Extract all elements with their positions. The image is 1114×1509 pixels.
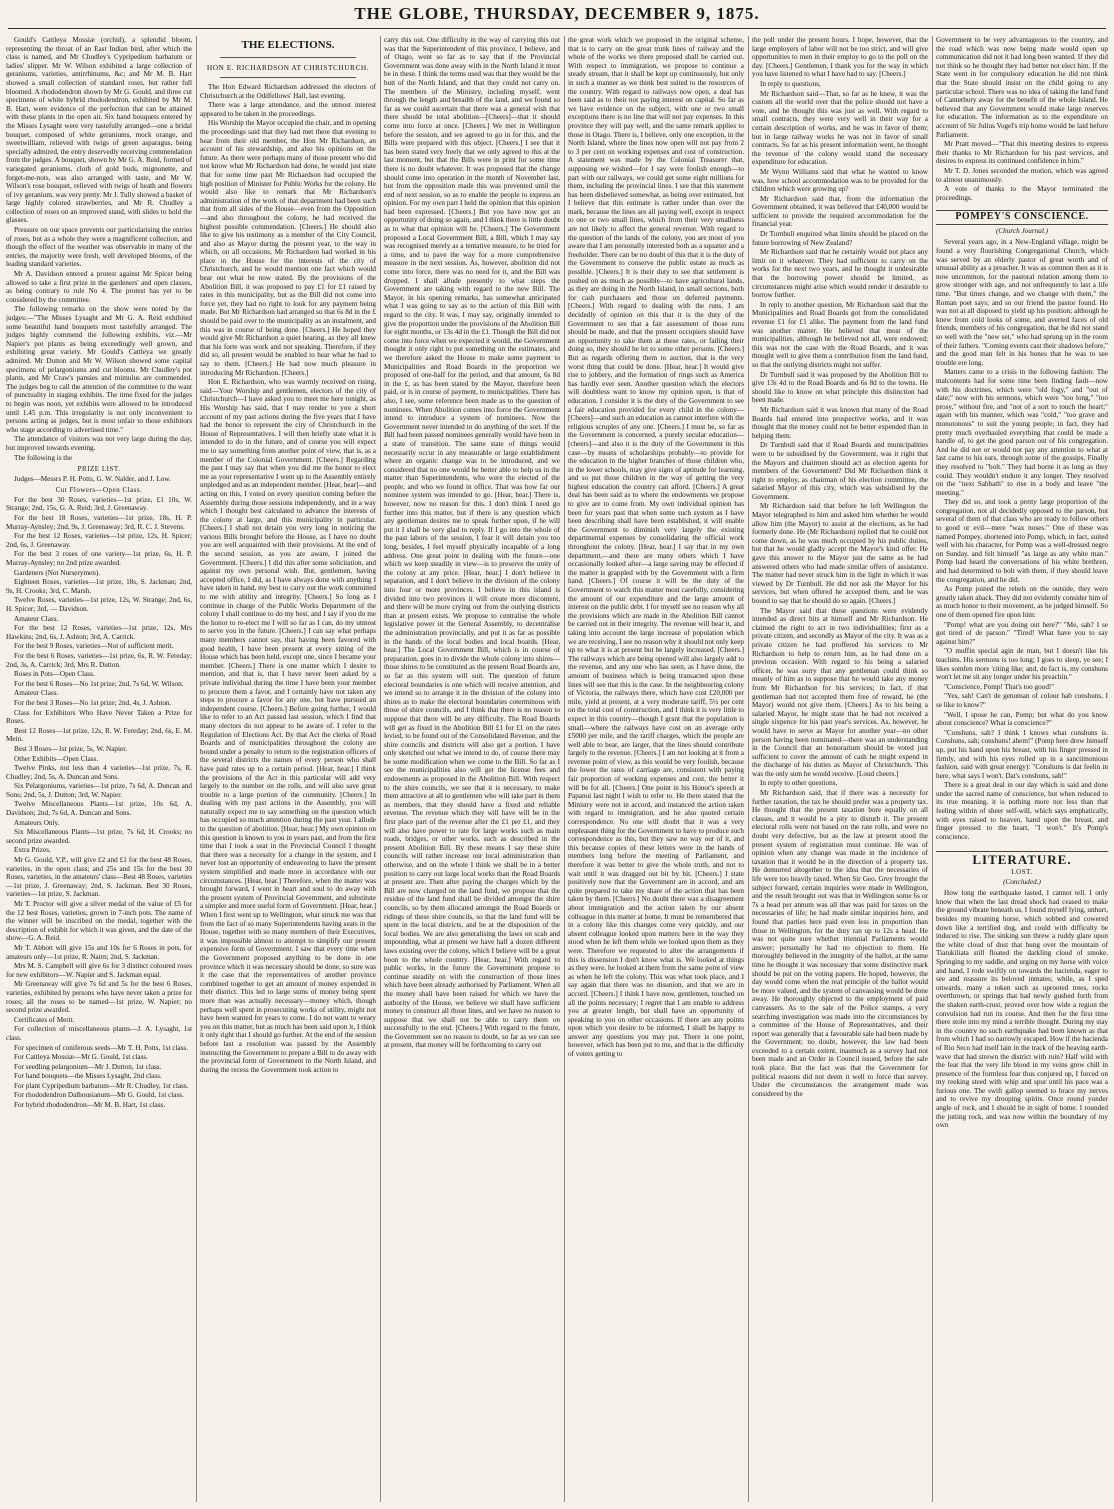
article-paragraph: "Conscience, Pomp! That's too good!" bbox=[944, 682, 1055, 691]
column-rule bbox=[564, 36, 565, 1502]
article-paragraph: The Hon Edward Richardson addressed the electors of Christchurch at the Oddfellows' Hall, last evening. bbox=[200, 83, 376, 100]
prize-item: Other Exhibits—Open Class. bbox=[14, 754, 99, 763]
prize-item: Six Pelargoniums, varieties—1st prize, 7s 6d, A. Duncan and Sons; 2nd, 5s, J. Dutton; 3rd, W. Napier. bbox=[6, 782, 192, 799]
article-paragraph: Dr Turnbull enquired what limits should be placed on the future borrowing of New Zealand? bbox=[752, 230, 928, 247]
column-rule bbox=[748, 36, 749, 1502]
article-paragraph: There is a great deal in our day which is said and done under the sacred name of conscience, but when reduced to its true meaning, it is nothing more nor less than that feeling within of sheer self-will, which says emphatically, with eyes raised to heaven, hand upon the breast, and finger pressed to the heart, "I won't." It's Pomp's conscience. bbox=[936, 781, 1108, 841]
article-paragraph: Dr Turnbull said that if Road Boards and municipalities were to be subsidised by the Government, was it right that the Mayors and chairmen should act as election agents for members of the Government? Did Mr Richardson think it right to employ, as chairman of his election committee, the salaried Mayor of this city, which was subsidised by the Government. bbox=[752, 441, 928, 501]
article-paragraph: Mr Richardson said it was known that many of the Road Boards had entered into prospective works, and it was thought that the money could not be better expended than in helping them. bbox=[752, 405, 928, 440]
column-rule bbox=[380, 36, 381, 1502]
article-paragraph: Several years ago, in a New-England village, might be found a very flourishing Congregational Church, which was served by an elderly pastor of great worth and of unusual ability as a preacher. It was as common then as it is now uncommon, for the pastoral relation among them to grow stronger with age, and not unfrequently to last a life time. "But times change, and we change with them," the Roman poet says; and so our friend the pastor found. He was not at all disposed to yield up his position; although he knew from cold looks of some, and averted faces of old friends, members of his congregation, that he did not stand so well with the "new set," who had sprung up in the room of their fathers. "Coming events cast their shadows before," and the good man felt in his bones that he was to see trouble ere long. bbox=[936, 238, 1108, 367]
article-paragraph: "Pomp! what are you doing out here?" "Me, sah? I se got tired of de parson." "Tired! What have you to say against him?" bbox=[936, 620, 1108, 646]
prize-item: For rhododendron Dalhousianum—Mr G. Gould, 1st class. bbox=[14, 1091, 184, 1100]
prize-item: For the best 30 Roses, varieties—1st prize, £1 10s, W. Strange; 2nd, 15s, G. A. Reid; 3rd, J. Greenaway. bbox=[6, 495, 192, 513]
prize-item: Mr T. Proctor will give a silver medal of the value of £5 for the 12 best Roses, varieties, grown in 7-inch pots. The name of the winner will be inscribed on the medal, together with the description of exhibit for which it was given, and the date of the show—G. A. Reid. bbox=[6, 900, 192, 943]
divider bbox=[220, 77, 356, 78]
prize-item: Six Miscellaneous Plants—1st prize, 7s 6d, H. Crooks; no second prize awarded. bbox=[6, 828, 192, 845]
article-paragraph: "Conshuns, sah? I think I knows what conshuns is. Conshuns, sah; conshuns! ahem!" (Pomp here drew himself up, put his hand upon his breast, with his finger pressed in firmly, and with his eyes rolled up in a sanctimonious fashion, said with great energy): "Conshuns is dat feelin in here, what says I won't. Dat's conshuns, sah!" bbox=[936, 728, 1108, 780]
article-paragraph: Mr A. Davidson entered a protest against Mr Spicer being allowed to take a first prize in the gardeners' and open classes, as being contrary to rule No 4. The protest has yet to be considered by the committee. bbox=[6, 270, 192, 304]
article-paragraph: Mr Wynn Williams said that what he wanted to know was, how school accommodation was to be provided for the children which were growing up? bbox=[752, 167, 928, 194]
article-paragraph: In reply to other questions, bbox=[760, 779, 838, 788]
prize-item: Extra Prizes. bbox=[14, 846, 51, 855]
article-paragraph: The Mayor said that these questions were evidently intended as direct hits at himself and Mr Richardson. He claimed the right to act in two individualities; first as a private citizen, and secondly as Mayor of the city. It was as a private citizen he had proffered his services to Mr Richardson to help to return him, as he had done on a previous occasion. With regard to his being a salaried officer, he was sorry that any gentleman could think so meanly of him as to suppose that he would take any money from Mr Richardson for his services; in fact, if that gentleman had not accepted them free of reward, he (the Mayor) would not give them. [Cheers.] As to his being a salaried Mayor, he might state that he had not received a single sixpence for his past year's services. As, however, he would have to serve as Mayor for another year—no other person having been nominated—there was an understanding in the Council that an honorarium should be voted just sufficient to cover the amount of cash he might expend in the discharge of his duties as Mayor of Christchurch. This was the only sum he would receive. [Loud cheers.] bbox=[752, 606, 928, 778]
prize-item: For the best 12 Roses, varieties—1st prize, 12s, Mrs Hawkins; 2nd, 6s, J. Ashton; 3rd, A. Carrick. bbox=[6, 624, 192, 641]
prize-item: For collection of miscellaneous plants—J. A. Lysaght, 1st class. bbox=[6, 1025, 192, 1042]
literature-heading: LITERATURE. bbox=[936, 851, 1108, 865]
column-2 bbox=[200, 36, 376, 1504]
prize-item: For the best 9 Roses, varieties—Not of sufficient merit. bbox=[14, 642, 174, 651]
prize-item: Amateurs Only. bbox=[14, 818, 60, 827]
story-note: (Concluded.) bbox=[1003, 877, 1041, 886]
column-4 bbox=[568, 36, 744, 1504]
prize-list-heading: PRIZE LIST. bbox=[77, 465, 121, 474]
prize-item: For the best 3 roses of one variety—1st prize, 6s, H. P. Murray-Aynsley; no 2nd prize awarded. bbox=[6, 550, 192, 568]
pompey-article bbox=[936, 238, 1108, 841]
article-paragraph: Mr T. D. Jones seconded the motion, which was agreed to almost unanimously. bbox=[936, 166, 1108, 184]
article-paragraph: Mr Richardson said that before he left Wellington the Mayor telegraphed to him and asked him whether he would allow him (the Mayor) to assist at the elections, as he had formerly done. He (Mr Richardson) replied that he could not come down, as he was much occupied by his public duties, but that he would gladly accept the Mayor's kind offer. He gave this answer to the Mayor just the same as he had answered others who had made similar offers of assistance. The matter had never struck him in the light in which it was viewed by Dr Turnbull. He did not ask the Mayor for his services, but when offered he accepted them, and he was bound to say that he should do so again. [Cheers.] bbox=[752, 502, 928, 605]
prize-item: Best 12 Roses—1st prize, 12s, R. W. Fereday; 2nd, 6s, E. M. Mein. bbox=[6, 726, 192, 744]
prize-item: Eighteen Roses, varieties—1st prize, 18s, S. Jackman; 2nd, 9s, H. Crooks; 3rd, C. Marsh. bbox=[6, 578, 192, 595]
prize-item: For Cattleya Mossiæ—Mr G. Gould, 1st class. bbox=[14, 1053, 148, 1062]
article-paragraph: How long the earthquake lasted, I cannot tell. I only know that when the last dread shock had ceased to make the ground vibrate beneath us, I found myself lying, unhurt, besides my moaning horse, which sobbed and cowered down like a terrified dog, and could with difficulty be induced to rise. The sinking sun threw a ruddy glare upon the white cloud of dust that hung over the mountain of Tiatukiliata still floated the darkling cloud of smoke. Springing to my saddle, and urging on my horse with voice and hand, I rode swiftly on towards the hacienda, eager to see and reassure its beloved inmates; while, as I sped onwards, many a token such as uprooted trees, rocks overthrown, or springs that had newly gushed forth from the shaken earth-crust, proved over how wide a region the convulsion had run its course. And then for the first time there stole into my mind a terrible thought. During my stay in the country no such earthquake had been known as that from which I had so narrowly escaped. How if the hacienda of Rio Seco had itself lain in the track of the heaving earth-wave that had strewn the district with ruin? Half wild with the fear that the very life blood in my veins grew chill in presence of the formless fear thus conjured up, I forced on my reeking steed with whip and spur until his pace was a furious one. The swift gallop seemed to brace my nerves and to revive my drooping spirits. Once round yonder angle of rock, and I should be in sight of home. I rounded the jutting rock, and was now within the boundary of my own bbox=[936, 889, 1108, 1130]
article-paragraph: The attendance of visitors was not very large during the day, but improved towards evening. bbox=[6, 435, 192, 452]
article-paragraph: Mr Pratt moved—"That this meeting desires to express their thanks to Mr Richardson for his past services, and desires to express its continued confidence in him." bbox=[936, 140, 1108, 166]
column-3 bbox=[384, 36, 560, 1504]
elections-subheading: HON E. RICHARDSON AT CHRISTCHURCH. bbox=[206, 63, 370, 72]
prize-item: For the best 6 Roses—No 1st prize; 2nd, 7s 6d, W. Wilson. bbox=[14, 679, 184, 688]
section-heading: Cut Flowers—Open Class. bbox=[55, 486, 143, 495]
article-paragraph: Mr Richardson said that, from the information the Government obtained, it was believed that £40,000 would be sufficient to provide the required accommodation for the financial year. bbox=[752, 194, 928, 229]
story-title: LOST. bbox=[1011, 868, 1033, 877]
article-paragraph: Dr Turnbull said it was proposed by the Abolition Bill to give 13s 4d to the Road Boards and 6s 8d to the towns. He should like to know on what principle this distinction had been made. bbox=[752, 370, 928, 405]
article-paragraph: carry this out. One difficulty in the way of carrying this out was that the Superintendent of this province, I believe, and of Otago, went so far as to say that if the Provincial Government was done away with in the North Island it must be in these. I think the terms used was that they would be the butt of the North Island, and that they could not carry on. The members of the Ministry, including myself, went through the length and breadth of the land, and we found so far as we could ascertain that there was a general wish that there should be total abolition—[Cheers]—that it should come into force at once. [Cheers.] We met in Wellington before the session, and we agreed to go in for this, and the Bills were prepared with this object. [Cheers.] I see that it has been stated very freely that we only agreed to this at the last moment, but that the Bills were in print for some time there is no doubt whatever. It was proposed that the change should come into operation in the month of November last, but from the opposition made this was prevented until the end of next session, so as to enable the people to express an opinion. For my own part I held the opinion that this opinion had been expressed. [Cheers.] But you have now got an opportunity of doing so again, and I think there is little doubt as to what that opinion will be. [Cheers.] The Government proposed a Local Government Bill, a Bill, which I may say was recognised merely as a tentative measure, to be tried for a time, and to pave the way for a more comprehensive measure in the next session. As, however, abolition did not come into force, there was no need for it, and the Bill was dropped. I shall allude presently to what steps the Government are taking with regard to the new Bill. The Mayor, in his opening remarks, has somewhat anticipated what I was going to say as to the action of this Bill with regard to the city. It was, I may say, originally intended to give the proportion under the provisions of the Abolition Bill for eight months, or 13s 4d in the £1. Though the Bill did not come into force when we expected it would, the Government thought it only right to put something on the estimates, and we therefore asked the House to make some payment to Municipalities and Road Boards in the proportion we proposed of one-half for the period, and that amount, 6s 8d in the £, as has been stated by the Mayor, therefore been paid, or is in course of payment, to municipalities. There has also, I see, some reference been made as to the question of nominees. When Abolition comes into force the Government intend to introduce a system of nominees. Now the Government never intended to do anything of the sort. If the Bill had been passed nominees generally would have been in a state of transition. The same state of things would necessarily occur in any measurable or large establishment where an organic change was to be introduced, and we considered that no one would be better able to help us in the matter than Superintendents, who were the elected of the people, and who we found in office. That was how far our nominee system was intended to go. [Hear, hear.] There is, however, now no reason for this. I don't think I need go further into this matter, but if there is any question which any gentleman desires me to speak further upon, if he will put it I shall be very glad to reply. If I go into the whole of the past labors of the session, I fear it will detain you too long, besides, I feel myself physically incapable of a long address. One great point in dealing with the future—one which we keep steadily in view—is to preserve the unity of the colony at any price. [Hear, hear.] I don't believe in separation, and I don't believe in the division of the colony into four or more provinces. I believe in this island is divided into two provinces it will create more discontent, and there will be more crying out from the outlying districts than at present exists. We propose to centralise the whole legislative power in the General Assembly, to decentralise the administration provincially, and put it as far as possible in the hands of the local bodies and local boards. [Hear, hear.] The Local Government Bill, which is in course of preparation, goes in to divide the whole colony into shires—those shires to be constituted as the present Road Boards are, so far as this system will suit. The question of future electoral boundaries is one which will receive attention, and we intend so to arrange it in the division of the colony into shires as to make the electoral boundaries coterminous with those of shire councils, and I think that there is no reason to suppose that there will be any difficulty. The Road Boards will get as fixed in the Abolition Bill £1 for £1 on the rates levied, to be found out of the Consolidated Revenue, and the shire councils and districts will also get a portion. I have only sketched out what we intend to do, of course there may be some modification when we come to the Bill. So far as I see the municipalities also will get the license fees and endowments as proposed in the Abolition Bill. With respect to the shire councils, we see that it is necessary, to make them attractive at all to gentlemen who will take part in them as members, that they should have a fixed and reliable revenue. The revenue which they will have will be in the first place part of the revenue after the £1 per £1, and they will also have power to rate for large works such as main roads, bridges, or other works, such as described in the present Abolition Bill. By these means I say these shire councils will rather increase our local administration than otherwise, and on the whole I think we shall be in a better position to carry out large local works than the Road Boards at present are. Then after paying the charges which by the Bill are now charged on the land fund, we propose that the residue of the land fund shall be divided amongst the shire councils, so by them allocated amongst the Road Boards or ridings of these shire councils, so that the land fund will be spent in the local districts, and be at the disposition of the local bodies. We are also generalising the laws on scab and impounding, what at present we have half a dozen different laws existing over the colony, which I believe will be a great boon to the whole country. [Hear, hear.] With regard to public works, in the future the Government propose to continue steadily on with the construction of those lines which have been already authorised by Parliament. When all the money shall have been raised for which we have the authority of the House, we believe we shall have sufficient money to construct all those lines, and we have no reason to suppose that we shall not be able to carry them on successfully to the end. [Cheers.] With regard to the future, the Government see no reason to doubt, so far as we can see at present, that money will be forthcoming to carry out bbox=[384, 36, 560, 1050]
prize-item: For hand bouquets—the Misses Lysaght, 2nd class. bbox=[14, 1072, 162, 1081]
prize-item: For seedling pelargonium—Mr J. Dutton, 1st class. bbox=[14, 1062, 162, 1071]
divider bbox=[220, 57, 356, 58]
prize-item: Class for Exhibitors Who Have Never Taken a Prize for Roses. bbox=[6, 708, 192, 726]
prize-item: For specimen of coniferous seeds—Mr T. H. Potts, 1st class. bbox=[14, 1043, 189, 1052]
prize-item: Roses in Pots—Open Class. bbox=[14, 670, 95, 679]
article-paragraph: Gould's Cattleya Mossiæ (orchid), a splendid bloom, representing the throat of an East Indian bird, after which the class is named, and Mr Chudley's Cypripedium barbatum or ladies' slipper. Mr W. Wilson exhibited a large collection of geraniums, varieties, antirrhinums, &c; and Mr M. B. Hart showed a small collection of standard roses, but rather full bloomed. A rhododendron shown by Mr G. Gould, and three cut specimens of white hybrid rhododendron, exhibited by Mr M. B. Hart, were evidence of the perfection that can be attained with these plants in the open air. Six hand bouquets entered by the Misses Lysaght were very tastefully arranged—one a bridal bouquet, composed of white geraniums, mock orange, and sweetwilliam, relieved with twigs of green asparagus, being specially admired, the entry deservedly receiving commendation from the judges. A bouquet, shown by Mr G. A. Reid, formed of variegated geraniums, cloth of gold buds, mignonette, and forget-me-nots, was also arranged with taste, and Mr W. Wilson's rose bouquet, relieved with twigs of heath and flowers of ivy geranium, was very pretty. Mr J. Tully showed a basket of large highly colored strawberries, and Mr R. Chudley a collection of roses on an improved stand, with slides to hold the glasses. bbox=[6, 36, 192, 225]
masthead: THE GLOBE, THURSDAY, DECEMBER 9, 1875. bbox=[354, 4, 760, 23]
prize-item: For plant Cypripedium barbatum—Mr R. Chudley, 1st class. bbox=[14, 1081, 189, 1090]
prize-item: Certificates of Merit. bbox=[14, 1015, 75, 1024]
masthead-rule bbox=[8, 28, 1106, 29]
column-6 bbox=[936, 36, 1108, 1504]
prize-item: For hybrid rhododendron—Mr M. B. Hart, 1st class. bbox=[14, 1101, 166, 1110]
prize-item: Twelve Miscellaneous Plants—1st prize, 10s 6d, A. Davidson; 2nd, 7s 6d, A. Duncan and Sons. bbox=[6, 800, 192, 818]
article-paragraph: His Worship the Mayor occupied the chair, and in opening the proceedings said that they had met there that evening to hear from their old member, the Hon Mr Richardson, an account of his stewardship, and also his opinions on the future. As there were perhaps many of those present who did not know what Mr Richardson had done, he would just state that for some time past Mr Richardson had occupied the high position of Minister for Public Works for the colony. He would also like to remark that Mr Richardson's administration of the work of that department had been such that from all sides of the House—even from the Opposition—and also throughout the colony, he had received the highest possible commendation. [Cheers.] He should also like to give his testimony as a member of the City Council, and also as Mayor during the present year, to the way in which, on all occasions, Mr Richardson had worked in his place in the House for the interests of the city of Christchurch, and he would mention one fact which would bear out what he now stated. By the provisions of the Abolition Bill, it was proposed to pay £1 for £1 raised by rates in this municipality, but as the Bill did not come into force yet, they had no right to look for any payment being made. But Mr Richardson had arranged so that 6s 8d in the £ should be paid over to the municipality as an instalment, and this was in course of being done. [Cheers.] He hoped they would give Mr Richardson a quiet hearing, as they all knew that his forte was work and not speaking. Therefore, if they did so, all present would be enabled to hear what he had to say to them. [Cheers.] He had now much pleasure in introducing Mr Richardson. [Cheers.] bbox=[200, 119, 376, 377]
elections-heading: THE ELECTIONS. bbox=[241, 39, 335, 51]
prize-list bbox=[6, 496, 192, 1110]
prize-item: Best 3 Roses—1st prize, 5s, W. Napier. bbox=[14, 744, 127, 753]
prize-item: Mr G. Gould, V.P., will give £2 and £1 for the best 48 Roses, varieties, in the open class; and 25s and 15s for the best 30 Roses, varieties, in the amateurs' class—Best 48 Roses, varieties—1st prize, J. Greenaway; 2nd, S. Jackman. Best 30 Roses, varieties—1st prize, S. Jackman. bbox=[6, 856, 192, 899]
article-paragraph: They did so, and took a pretty large proportion of the congregation, not all decidedly opposed to the parson, but several of them of that class who are ready to follow others to good or evil—mere "wax noses." One of these was named Pompey, shortened into Pomp, which, in fact, suited well with his character, for Pomp was a well-dressed negro on Sunday, and felt himself "as large as any white man." Pomp had heard the conversations of his white brethren, and had determined to bolt with them, if they should leave the congregation, and he did. bbox=[936, 498, 1108, 584]
article-paragraph: "Yes, sah! Can't de genuman of colour hab conshuns, I se like to know?" bbox=[936, 692, 1108, 709]
prize-item: For the best 6 Roses, varieties—1st prize, 6s, R. W. Fereday; 2nd, 3s, A. Carrick; 3rd, Mrs R. Dutton. bbox=[6, 651, 192, 669]
article-paragraph: Mr Richardson said—That, so far as he knew, it was the custom all the world over that the police should not have a vote, and he thought this was just as well. With regard to small contracts, they were very well in their way for a certain description of works, and he was in favor of them; but in large railway works he was not in favor of small contracts. So far as his present information went, he thought the revenue of the colony would stand the necessary expenditure for education. bbox=[752, 89, 928, 167]
prize-item: For the best 18 Roses, varieties—1st prize, 18s, H. P. Murray-Aynsley; 2nd, 9s, J. Greenaway; 3rd, R. C. J. Stevens. bbox=[6, 514, 192, 531]
pompey-heading: POMPEY'S CONSCIENCE. bbox=[936, 210, 1108, 225]
article-paragraph: Government to be very advantageous to the country, and the road which was now being made would open up communication did not it had long been wanted. If they did not think so he thought they had better not elect him. If the State went in for compulsory education he did not think that the State should insist on the child going to any particular school. There was no idea of taking the land fund of Canterbury away for the benefit of the whole Island. He believed that any Government would make large reserves for education. The information as to the expenditure on account of Sir Julius Vogel's trip home would be laid before Parliament. bbox=[936, 36, 1108, 139]
article-paragraph: The following is the bbox=[14, 453, 73, 462]
prize-item: Amateur Class. bbox=[14, 689, 59, 698]
column-5 bbox=[752, 36, 928, 1504]
article-paragraph: As Pomp joined the rebels on the outside, they were greatly taken aback. They did not evidently consider him of as much honor to their movement, as he judged himself. So one of them opened fire upon him: bbox=[936, 585, 1108, 619]
article-paragraph: Mr Richardson said that he certainly would not place any limit on it whatever. They had sufficient to carry on the works for the next two years, and he thought it undesirable that the borrowing power should be limited, as circumstances might arise which would render it desirable to borrow further. bbox=[752, 248, 928, 300]
prize-item: Mr Greenaway will give 7s 6d and 5s for the best 6 Roses, varieties, exhibited by persons who have never taken a prize for roses; all the roses to be named—1st prize, W. Napier; no second prize awarded. bbox=[6, 980, 192, 1015]
prize-item: Twelve Pinks, not less than 4 varieties—1st prize, 7s, R. Chudley; 2nd, 5s, A. Duncan and Sons. bbox=[6, 764, 192, 781]
column-rule bbox=[932, 36, 933, 1502]
article-paragraph: "Well, I spose he can, Pomp; but what do you know about conscience? What is conscience?" bbox=[936, 710, 1108, 728]
article-paragraph: A vote of thanks to the Mayor terminated the proceedings. bbox=[936, 185, 1108, 202]
article-paragraph: Matters came to a crisis in the following fashion: The malcontents had for some time been finding fault—now with his doctrines, which were "old fogy," and "out of date;" now with his sermons, which were "too long," "too prosy," without fire, and "not of a sort to touch the heart;" again with his manner, which was "cold," "too grave and monotonous" to suit the young people; in fact, they had pretty much overhauled everything that could be made a handle of, to get the good parson out of his congregation. And he did not or would not pay any attention to what at last came to his ears, through some of the gossips. Finally they resolved to "bolt." They had borne it as long as they could. They wouldn't endure it any longer. They resolved on the "next Sabbath" to rise in a body and leave "the meeting." bbox=[936, 368, 1108, 497]
prize-item: Mrs M. S. Campbell will give 6s for 3 distinct coloured roses for new exhibitors—W. Napier and S. Jackman equal. bbox=[6, 962, 192, 979]
article-paragraph: Mr Richardson said, that if there was a necessity for further taxation, the tax he should prefer was a property tax. He thought that the present taxation bore equally on all classes, and it would be a pity to disturb it. The present electoral rolls were not based on the rate rolls, and were no doubt very defective, but as the law at present stood the present system of registration must continue. He was of opinion when any change was made in the incidence of taxation that it would be in the direction of a property tax. He demurred altogether to the idea that the necessaries of life were too heavily taxed. When Sir Geo. Grey brought the subject forward, certain inquiries were made in Wellington, and the result brought out was that in Wellington some 6s or 7s a head per annum was all that was paid for taxes on the necessaries of life; he had made similar inquiries here, and found that parties here paid even less in proportion than those in Wellington, for the duty ran up to 12s a head. He was not quite sure whether triennial Parliaments would answer; personally he had no objection to them. He thoroughly believed in the integrity of the ballot, at the same time he thought it was necessary that some distinctive mark should be put on the voting papers. He hoped, however, the day would come when the real principle of the ballot would be more valued, and the system of canvassing would be done away. He thoroughly objected to the employment of paid canvassers. As to the sale of the Police stamps, a very searching investigation was made into the circumstances by a committee of the House of Representatives, and their report was generally that a favourable sale had been made by the Government; no doubt, however, the law had been exceeded to a certain extent, inasmuch as a survey had not been made and an Order in Council issued, before the sale took place. But the fact was that the Government for political reasons did not deem it well to force that survey. Under the circumstances the arrangement made was considered by the bbox=[752, 789, 928, 1098]
article-paragraph: In reply to another question, Mr Richardson said that the Municipalities and Road Boards got from the consolidated revenue £1 for £1 alike. The payment from the land fund was another matter. He believed that most of the municipalities, although he believed not all, were endowed; this was not the case with the Road Boards, and it was thought well to give them a contribution from the land fund, so that the outlying districts might not suffer. bbox=[752, 300, 928, 369]
prize-item: Twelve Roses, varieties—1st prize, 12s, W. Strange; 2nd, 6s, H. Spicer; 3rd, — Davidson. bbox=[6, 596, 192, 613]
pompey-source: (Church Journal.) bbox=[995, 226, 1049, 235]
prize-item: Mr T. Abbott will give 15s and 10s for 6 Roses in pots, for amateurs only—1st prize, R. Nairn; 2nd, S. Jackman. bbox=[6, 943, 192, 961]
article-paragraph: Hon E. Richardson, who was warmly received on rising, said—Your Worship and gentlemen, electors of the city of Christchurch—I have asked you to meet me here tonight, as His Worship has said, that I may render to you a short account of my past actions during the five years that I have had the honor to represent the city of Christchurch in the House of Representatives. I will then briefly state what it is intended to do in the future, and of course you will expect me to say something from another point of view, that is, as a member of the Colonial Government. [Cheers.] Regarding the past I may say that when you did me the honor to elect me as your representative I went up to the Assembly entirely unpledged and as an independent member. [Hear, hear]—and acting on this, I voted on every question coming before the Assembly during those sessions independently, and in a way which I thought best calculated to advance the interests of the colony at large, and this municipality in particular. [Cheers.] I shall not detain you very long in noticing the various Bills brought before the House, as I have no doubt you are well acquainted with their provisions. At the end of the second session, as you are aware, I joined the Government. [Cheers.] I did this after some solicitation, and against my own personal wish. But, gentlemen, having accepted office, I did, as I have always done with anything I have taken in hand, my best to carry out the work committed to me with ability and integrity. [Cheers.] So long as I continue in charge of the Public Works Department of the colony I shall continue to do my best, and I say if you do me the honor to re-elect me I will so far as I can, do my utmost to serve you in the future. [Cheers.] I can say what perhaps many members cannot say, that having been favored with good health, I have been present at every sitting of the House which has been held, except one, since I became your member. [Cheers.] There is one matter which I desire to mention, and that is, that I have never been asked by a private individual during the time I have been your member to procure them a favor, and I certainly have not taken any steps to procure a favor for any one, but have pursued an independent course. [Cheers.] Before going further, I would like to refer to an Act passed last session, which I find that many electors do not appear to be aware of. I refer to the Regulation of Elections Act. By that Act the clerks of Road Boards and of municipalities throughout the colony are bound under a penalty to return to the registration officers of the several districts the names of every person who shall have paid rates up to a certain period. [Hear, hear.] I think the provisions of the Act in this particular will add very largely to the number on the rolls, and will also save great trouble to a large portion of the community. [Cheers.] In dealing with my past actions in the Assembly, you will naturally expect me to say something on the question which has occupied so much attention during the past year. I allude to the question of abolition. [Hear, hear.] My own opinion on this question is known to you in years past, and from the first time that I took a seat in the Provincial Council I thought that there was a necessity for a change in the system, and I never lost an opportunity of endeavoring to have the present system simplified and made more in accordance with our circumstances. [Hear, hear.] Therefore, when the matter was brought forward, I went in heart and soul to do away with the present system of Provincial Government, and substitute a simpler and more useful form of Government. [Hear, hear.] When I first went up to Wellington, what struck me was that from the fact of so many Superintendents having seats in the House, together with so many members of their Executives, it was impossible almost to attempt to simplify our present expensive form of Government. I saw that every time when the Government proposed anything to be done in one province which it was necessary should be done, so sure was it the case that the representatives of another province combined together to get an amount of money expended in their district. This led to large sums of money being spent more than was actually necessary—money which, though perhaps well spent in prosecuting works of utility, might not have been wanted for years to come. I do not want to weary you on this matter, but as much has been said upon it, I think it only right that I should go further. At the end of the session before last a resolution was passed by the Assembly instructing the Government to prepare a Bill to do away with the provincial form of Government in the North Island, and during the recess the Government took action to bbox=[200, 378, 376, 1074]
prize-item: For the best 12 Roses, varieties—1st prize, 12s, H. Spicer; 2nd, 6s, J. Greenaway. bbox=[6, 532, 192, 549]
article-paragraph: The following remarks on the show were noted by the judges:—"The Misses Lysaght and Mr G. A. Reid exhibited some beautiful hand bouquets most tastefully arranged. The judges highly commend the following exhibits, viz.—Mr Napier's pot plants as being exceedingly well grown, and exhibiting great variety. Mr Gould's Cattleya we greatly admired. Mr Dutton and Mr W. Wilson showed some capital specimens of pelargoniums and cut blooms. Mr Chudley's pot plants, and Mr Craw's pansies and mimulus are commended. The judges beg to call the attention of the committee to the want of punctuality in staging exhibits. The time fixed for the judges to begin was noon, yet exhibits were allowed to be introduced until 1.45 p.m. This irregularity is not only inconvenient to persons acting as judges, but is most unfair to those exhibitors who stage according to advertised time." bbox=[6, 305, 192, 434]
prize-item: For the best 3 Roses—No 1st prize; 2nd, 4s, J. Ashton. bbox=[14, 698, 172, 707]
column-rule bbox=[196, 36, 197, 1502]
prize-item: Gardeners (Not Nurserymen). bbox=[14, 568, 101, 577]
column-1 bbox=[6, 36, 192, 1504]
article-paragraph: "O muffin special agin de man, but I doesn't like his teachins. His sermons is too long; I goes to sleep, ye see; I likes somfen more 'citing like; and, de fact is, my conshuns won't let me sit any longer under his preachin." bbox=[936, 647, 1108, 682]
article-paragraph: In reply to questions, bbox=[760, 79, 821, 88]
prize-item: Amateur Class. bbox=[14, 614, 59, 623]
article-paragraph: the poll under the present hours. I hope, however, that the large employers of labor will not be too strict, and will give opportunities to men in their employ to go to the poll on the day. [Cheers.] Gentlemen, I thank you for the way in which you have listened to what I have had to say. [Cheers.] bbox=[752, 36, 928, 79]
article-paragraph: Pressure on our space prevents our particularising the entries of roses, but as a whole they were a magnificent collection, and though the effect of the weather was observable in many of the entries, the majority were fresh, well developed blooms, of the leading standard varieties. bbox=[6, 226, 192, 269]
article-paragraph: the great work which we proposed in the original scheme, that is to carry on the great trunk lines of railway and the whole of the works we there proposed shall be carried out. With respect to immigration, we propose to continue a steady stream, that it shall be kept up continuously, but only in such a manner as we think best suited to the resources of the country. With regard to railways now open, a deal has been said as to their not paying interest on capital. So far as we have evidence on the subject, with one or two small exceptions there is no line that will not pay expenses. In this province they will pay well, and the same remark applies to those in Otago. There is, I believe, only one exception, in the North Island, where the lines now open will not pay from 2 to 3 per cent on working expenses and cost of construction. A statement was made by the Colonial Treasurer that, supposing we wished—for I say were foolish enough—to part with our railways, we could get some eight millions for them, including the provincial lines. I see that this statement has been disbelieved somewhat, as being over estimated, but I believe that this estimate is rather under than over the mark, because the lines are all paying well, except in respect to one or two small lines, which from their very smallness are not likely to affect the general revenue. With regard to the question of the lands of the colony, you are most of you aware that I am personally interested both as a squatter and a freeholder. There can be no doubt of this that it is the duty of the Government to conserve the public estate as much as possible. [Cheers.] It is their duty to see that settlement is pushed on as much as possible—to have agricultural lands, as they are doing in the North Island, in small sections, both for cash purchasers and those on deferred payments. [Cheers.] With regard to dealing with the runs, I am decidedly of opinion on this that it is the duty of the Government to see that a fair assessment of those runs should be made, and that the present occupiers should have an opportunity to take them at these rates, or failing their doing so, they should be let to some other persons. [Cheers.] But as regards offering them to auction, that is the very worst thing that could be done. [Hear, hear.] It would give rise to jobbery, and the formation of rings such as America has hardly ever seen. Another question which the electors will doubtless want to know my opinion upon, is that of education. I consider it is the duty of the Government to see a fair education provided for every child in the colony—[Cheers]—and such an education as cannot interfere with the religious scruples of any one. [Cheers.] I must be, so far as the Government is concerned, a purely secular education—[cheers]—and also it is the duty of the Government in this case—by means of scholarships probably—to provide for the education in the higher branches of those children who, in the lower schools, may give signs of aptitude for learning, and so put those children in the way of getting the very highest education the country can afford. [Cheers.] A great deal has been said as to where the endowments we propose to give are to come from. My own individual opinion has been for years past that when some such system as I have been describing shall have been established, it will enable the Government to diminish very largely the existing departmental expenses by consolidating the official work throughout the colony. [Hear, hear.] I say that in my own department,—and there are many others which I have occasionally looked after—a large saving may be effected if the matter is grappled with by the Government with a firm hand. [Cheers.] Of course it will be the duty of the Government to watch this matter most carefully, considering the amount of our expenditure and the large amount of interest on the public debt. I for myself see no reason why all the provisions which are made in the Abolition Bill cannot be carried out in their integrity. The revenue will bear it, and taking into account the large increase of population which we are receiving, I see no reason why it should not only keep up to what it is at present but be largely increased. [Cheers.] The railways which are being opened will also largely add to the revenue, and any one who has seen, as I have done, the amount of business which is being transacted upon these lines will see that this is the case. In the neighbouring colony of Victoria, the railways there, which have cost £20,000 per mile, yield at present, at a very moderate tariff, 5½ per cent on the total cost of construction, and I think it is very little to expect in this country—though I grant that the population is small—where the railways have cost on an average only £5000 per mile, and the tariff charges, which the people are well able to bear, are larger, that the lines should contribute largely to the revenue. [Cheers.] I am not looking at it from a revenue point of view, as this would be very foolish, because the lower the rates of carriage are, consistent with paying fair proportion of working expenses and cost, the better it will be for all. [Cheers.] One point in his Honor's speech at Papanui last night I wish to refer to. He there stated that the Ministry were not in accord, and instanced the action taken with regard to immigration, and he also quoted certain correspondence. No one will doubt that it was a very unpleasant thing for the Government to have to produce such correspondence as this, but they saw no way out of it, and this because copies of these letters were in the hands of members long before the meeting of Parliament, and therefore it was better to give the whole truth, and not to wait until it was dragged out bit by bit. [Cheers.] I state positively now that the Government are in accord, and am quite prepared to take my share of the action that has been taken by them. [Cheers.] No doubt there was a disagreement about immigration and the action taken by our absent colleague in this matter at home. It must be remembered that in a colony like this changes come very quickly, and our absent colleague looked upon matters here in the way they stood when he left them while we looked upon them as they were. Therefore we requested to alter the arrangements if this is dissension I don't know what is. We looked at things as they were, he looked at them from the same point of view as when he left the colony. This was what took place, and I say again that there was no disunion, and that we are in accord. [Cheers.] I think I have now, gentlemen, touched on all the points necessary; I regret that I am unable to address you at greater length, but shall have an opportunity of speaking to you on other occasions. If there are any points upon which you desire to be informed, I shall be happy to answer any questions you may put. There is one point, however, which has been put to me, and that is the difficulty of voters getting to bbox=[568, 36, 744, 1059]
judges-line: Judges—Messrs P. H. Potts, G. W. Nalder, and J. Low. bbox=[14, 474, 171, 483]
article-paragraph: There was a large attendance, and the utmost interest appeared to be taken in the proceedings. bbox=[200, 101, 376, 118]
